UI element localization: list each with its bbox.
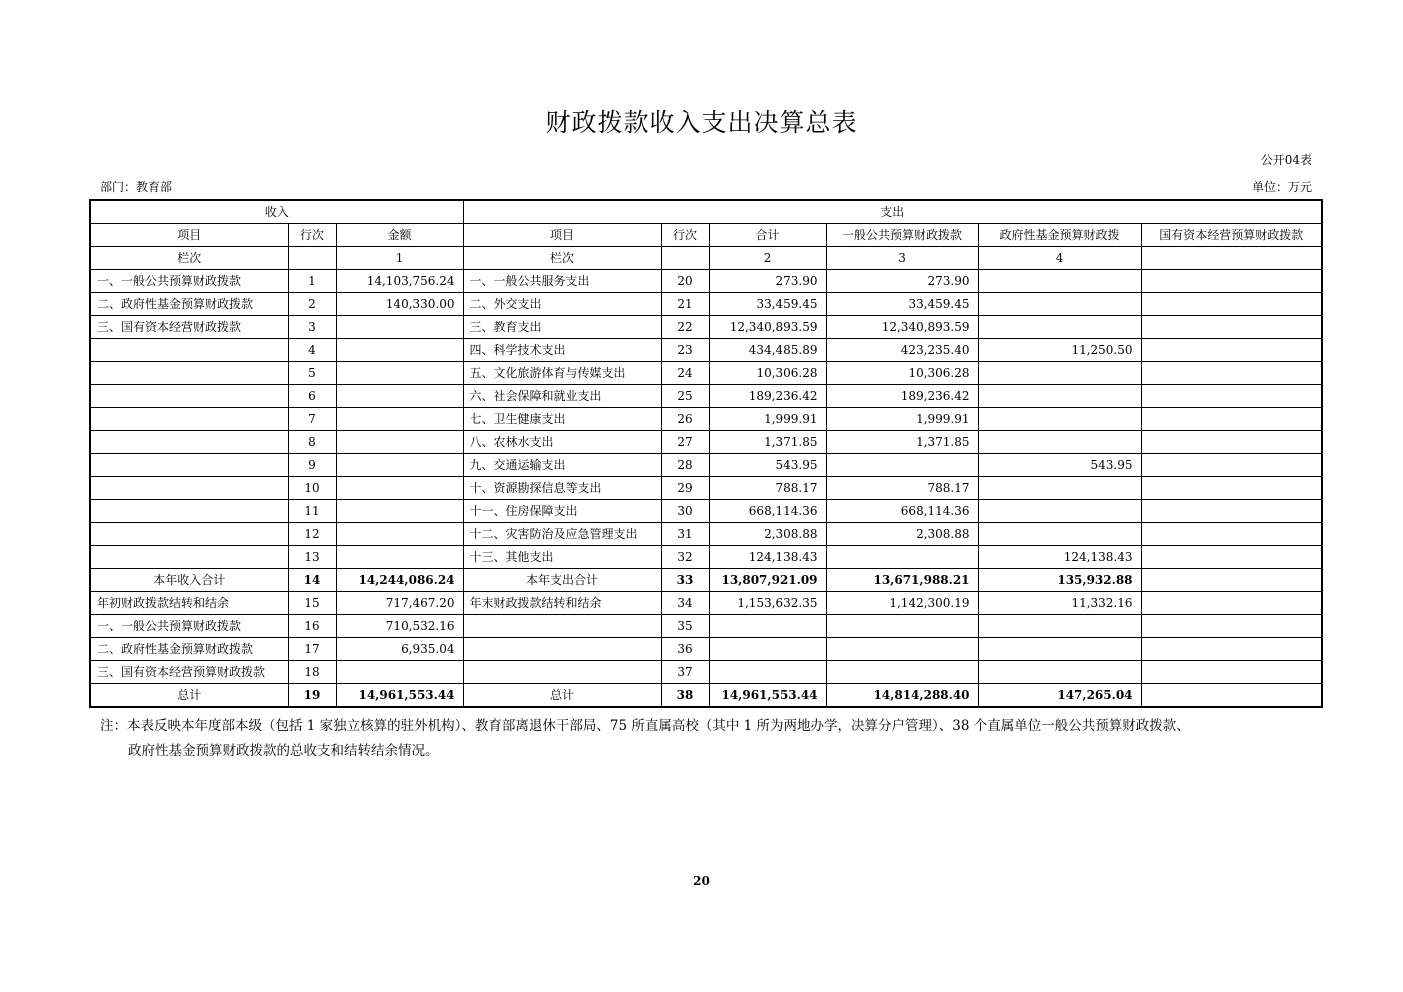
income-item-cell (90, 431, 288, 454)
expense-total-cell: 33,459.45 (709, 293, 826, 316)
income-item-header: 项目 (90, 224, 288, 247)
expense-state-cell (1141, 546, 1322, 569)
expense-state-cell (1141, 408, 1322, 431)
income-amount-cell (336, 408, 463, 431)
expense-row-no-cell: 22 (661, 316, 709, 339)
income-rowno-header: 行次 (288, 224, 336, 247)
col-index-empty (1141, 247, 1322, 270)
expense-general-cell: 423,235.40 (826, 339, 978, 362)
table-row (90, 454, 1322, 477)
expense-total-cell: 12,340,893.59 (709, 316, 826, 339)
expense-item-cell: 五、文化旅游体育与传媒支出 (463, 362, 661, 385)
expense-row-no-cell: 38 (661, 684, 709, 708)
expense-fund-header: 政府性基金预算财政拨 (978, 224, 1141, 247)
income-row-no-cell: 3 (288, 316, 336, 339)
income-item-cell (90, 546, 288, 569)
income-item-cell (90, 500, 288, 523)
table-row (90, 638, 1322, 661)
expense-item-cell: 年末财政拨款结转和结余 (463, 592, 661, 615)
expense-state-cell (1141, 339, 1322, 362)
expense-item-cell: 十一、住房保障支出 (463, 500, 661, 523)
income-amount-cell: 717,467.20 (336, 592, 463, 615)
income-amount-cell (336, 546, 463, 569)
expense-row-no-cell: 23 (661, 339, 709, 362)
income-amount-cell: 14,103,756.24 (336, 270, 463, 293)
table-row (90, 477, 1322, 500)
expense-general-cell (826, 661, 978, 684)
expense-total-cell: 14,961,553.44 (709, 684, 826, 708)
expense-general-cell: 13,671,988.21 (826, 569, 978, 592)
col-index-general: 3 (826, 247, 978, 270)
income-amount-cell: 14,244,086.24 (336, 569, 463, 592)
income-row-no-cell: 10 (288, 477, 336, 500)
expense-state-cell (1141, 615, 1322, 638)
table-row (90, 523, 1322, 546)
income-amount-cell: 710,532.16 (336, 615, 463, 638)
expense-total-cell: 543.95 (709, 454, 826, 477)
expense-state-cell (1141, 454, 1322, 477)
table-row (90, 270, 1322, 293)
expense-row-no-cell: 21 (661, 293, 709, 316)
income-amount-cell (336, 316, 463, 339)
table-row (90, 569, 1322, 592)
expense-general-cell: 1,371.85 (826, 431, 978, 454)
expense-total-cell: 668,114.36 (709, 500, 826, 523)
expense-state-header: 国有资本经营预算财政拨款 (1141, 224, 1322, 247)
expense-row-no-cell: 25 (661, 385, 709, 408)
unit-label: 单位：万元 (1251, 180, 1312, 194)
table-row (90, 293, 1322, 316)
expense-row-no-cell: 20 (661, 270, 709, 293)
income-item-cell (90, 408, 288, 431)
expense-row-no-cell: 32 (661, 546, 709, 569)
expense-item-cell: 八、农林水支出 (463, 431, 661, 454)
expense-state-cell (1141, 362, 1322, 385)
footnote (100, 714, 1330, 764)
expense-fund-cell (978, 431, 1141, 454)
income-amount-cell (336, 523, 463, 546)
expense-fund-cell: 11,250.50 (978, 339, 1141, 362)
income-item-cell (90, 477, 288, 500)
expense-row-no-cell: 36 (661, 638, 709, 661)
income-amount-cell: 14,961,553.44 (336, 684, 463, 708)
table-row (90, 362, 1322, 385)
col-index-empty (661, 247, 709, 270)
expense-item-cell: 本年支出合计 (463, 569, 661, 592)
income-item-cell: 总计 (90, 684, 288, 708)
expense-item-cell: 一、一般公共服务支出 (463, 270, 661, 293)
table-row (90, 431, 1322, 454)
expense-general-cell: 10,306.28 (826, 362, 978, 385)
expense-row-no-cell: 26 (661, 408, 709, 431)
expense-general-cell: 1,999.91 (826, 408, 978, 431)
income-item-cell (90, 454, 288, 477)
expense-row-no-cell: 27 (661, 431, 709, 454)
expense-general-cell (826, 638, 978, 661)
expense-fund-cell (978, 477, 1141, 500)
expense-general-cell: 189,236.42 (826, 385, 978, 408)
expense-fund-cell (978, 385, 1141, 408)
page-number: 20 (693, 874, 710, 888)
expense-general-cell: 1,142,300.19 (826, 592, 978, 615)
income-amount-cell (336, 362, 463, 385)
income-amount-cell (336, 661, 463, 684)
expense-state-cell (1141, 500, 1322, 523)
income-row-no-cell: 13 (288, 546, 336, 569)
income-header: 收入 (90, 200, 463, 224)
expense-total-cell: 10,306.28 (709, 362, 826, 385)
income-amount-header: 金额 (336, 224, 463, 247)
expense-state-cell (1141, 385, 1322, 408)
expense-state-cell (1141, 431, 1322, 454)
income-amount-cell: 6,935.04 (336, 638, 463, 661)
col-index-empty (288, 247, 336, 270)
table-row (90, 546, 1322, 569)
expense-rowno-header: 行次 (661, 224, 709, 247)
department-label: 部门：教育部 (100, 180, 173, 194)
income-amount-cell (336, 385, 463, 408)
expense-fund-cell (978, 316, 1141, 339)
expense-fund-cell: 124,138.43 (978, 546, 1141, 569)
income-amount-cell: 140,330.00 (336, 293, 463, 316)
table-row (90, 661, 1322, 684)
income-item-cell (90, 385, 288, 408)
expense-general-cell: 668,114.36 (826, 500, 978, 523)
income-amount-cell (336, 339, 463, 362)
expense-state-cell (1141, 592, 1322, 615)
income-amount-cell (336, 431, 463, 454)
column-index-row (90, 247, 1322, 270)
table-row (90, 385, 1322, 408)
table-row (90, 592, 1322, 615)
expense-item-cell: 十二、灾害防治及应急管理支出 (463, 523, 661, 546)
expense-item-cell: 三、教育支出 (463, 316, 661, 339)
expense-item-cell: 十三、其他支出 (463, 546, 661, 569)
table-row (90, 500, 1322, 523)
budget-table (89, 199, 1323, 708)
col-index-total: 2 (709, 247, 826, 270)
income-item-cell (90, 362, 288, 385)
income-row-no-cell: 9 (288, 454, 336, 477)
income-row-no-cell: 15 (288, 592, 336, 615)
expense-fund-cell (978, 362, 1141, 385)
expense-row-no-cell: 35 (661, 615, 709, 638)
expense-general-cell: 788.17 (826, 477, 978, 500)
expense-fund-cell: 147,265.04 (978, 684, 1141, 708)
expense-general-cell: 33,459.45 (826, 293, 978, 316)
income-amount-cell (336, 477, 463, 500)
header-row-section (90, 200, 1322, 224)
page-title: 财政拨款收入支出决算总表 (545, 108, 858, 137)
expense-state-cell (1141, 293, 1322, 316)
expense-item-cell: 六、社会保障和就业支出 (463, 385, 661, 408)
expense-total-cell: 1,153,632.35 (709, 592, 826, 615)
income-row-no-cell: 18 (288, 661, 336, 684)
income-item-cell: 本年收入合计 (90, 569, 288, 592)
expense-row-no-cell: 28 (661, 454, 709, 477)
expense-state-cell (1141, 661, 1322, 684)
expense-header: 支出 (463, 200, 1322, 224)
expense-fund-cell: 11,332.16 (978, 592, 1141, 615)
table-row (90, 316, 1322, 339)
expense-item-cell: 四、科学技术支出 (463, 339, 661, 362)
expense-general-cell (826, 454, 978, 477)
expense-general-cell: 273.90 (826, 270, 978, 293)
expense-fund-cell: 135,932.88 (978, 569, 1141, 592)
table-row (90, 339, 1322, 362)
table-row (90, 684, 1322, 708)
expense-total-cell: 434,485.89 (709, 339, 826, 362)
income-row-no-cell: 11 (288, 500, 336, 523)
expense-total-cell: 13,807,921.09 (709, 569, 826, 592)
income-item-cell: 一、一般公共预算财政拨款 (90, 615, 288, 638)
expense-item-header: 项目 (463, 224, 661, 247)
expense-fund-cell (978, 661, 1141, 684)
expense-fund-cell (978, 270, 1141, 293)
expense-row-no-cell: 34 (661, 592, 709, 615)
expense-general-cell: 12,340,893.59 (826, 316, 978, 339)
expense-row-no-cell: 37 (661, 661, 709, 684)
expense-item-cell (463, 661, 661, 684)
expense-total-cell: 124,138.43 (709, 546, 826, 569)
expense-row-no-cell: 30 (661, 500, 709, 523)
table-row (90, 408, 1322, 431)
expense-total-cell (709, 661, 826, 684)
expense-total-cell: 2,308.88 (709, 523, 826, 546)
income-item-cell: 三、国有资本经营财政拨款 (90, 316, 288, 339)
expense-total-cell: 788.17 (709, 477, 826, 500)
expense-fund-cell (978, 293, 1141, 316)
expense-state-cell (1141, 270, 1322, 293)
expense-item-cell: 九、交通运输支出 (463, 454, 661, 477)
expense-row-no-cell: 29 (661, 477, 709, 500)
header-row-columns (90, 224, 1322, 247)
form-number: 公开04表 (1260, 153, 1312, 167)
expense-total-header: 合计 (709, 224, 826, 247)
col-label: 栏次 (90, 247, 288, 270)
expense-general-cell: 14,814,288.40 (826, 684, 978, 708)
expense-total-cell: 189,236.42 (709, 385, 826, 408)
expense-state-cell (1141, 523, 1322, 546)
income-row-no-cell: 4 (288, 339, 336, 362)
income-item-cell: 一、一般公共预算财政拨款 (90, 270, 288, 293)
expense-total-cell (709, 615, 826, 638)
footnote-line-1: 注：本表反映本年度部本级（包括 1 家独立核算的驻外机构）、教育部离退休干部局、75 所直属高校（其中 1 所为两地办学，决算分户管理）、38 个直属单位一般公共预算财政拨款、 (100, 718, 1190, 734)
expense-item-cell (463, 638, 661, 661)
expense-item-cell: 二、外交支出 (463, 293, 661, 316)
income-amount-cell (336, 454, 463, 477)
income-row-no-cell: 17 (288, 638, 336, 661)
expense-total-cell: 1,999.91 (709, 408, 826, 431)
expense-fund-cell (978, 523, 1141, 546)
expense-item-cell (463, 615, 661, 638)
income-row-no-cell: 16 (288, 615, 336, 638)
expense-general-cell (826, 546, 978, 569)
expense-item-cell: 总计 (463, 684, 661, 708)
expense-state-cell (1141, 638, 1322, 661)
expense-fund-cell: 543.95 (978, 454, 1141, 477)
expense-total-cell: 273.90 (709, 270, 826, 293)
income-row-no-cell: 14 (288, 569, 336, 592)
income-row-no-cell: 19 (288, 684, 336, 708)
expense-row-no-cell: 33 (661, 569, 709, 592)
expense-total-cell (709, 638, 826, 661)
expense-fund-cell (978, 638, 1141, 661)
expense-item-cell: 十、资源勘探信息等支出 (463, 477, 661, 500)
expense-fund-cell (978, 500, 1141, 523)
expense-fund-cell (978, 408, 1141, 431)
expense-state-cell (1141, 316, 1322, 339)
expense-general-cell (826, 615, 978, 638)
expense-state-cell (1141, 569, 1322, 592)
income-item-cell: 二、政府性基金预算财政拨款 (90, 638, 288, 661)
col-label-expense: 栏次 (463, 247, 661, 270)
income-row-no-cell: 2 (288, 293, 336, 316)
expense-state-cell (1141, 684, 1322, 708)
income-row-no-cell: 7 (288, 408, 336, 431)
income-amount-cell (336, 500, 463, 523)
expense-row-no-cell: 24 (661, 362, 709, 385)
expense-general-cell: 2,308.88 (826, 523, 978, 546)
footnote-line-2: 政府性基金预算财政拨款的总收支和结转结余情况。 (128, 743, 439, 759)
income-item-cell (90, 523, 288, 546)
income-row-no-cell: 12 (288, 523, 336, 546)
income-item-cell (90, 339, 288, 362)
income-item-cell: 三、国有资本经营预算财政拨款 (90, 661, 288, 684)
expense-fund-cell (978, 615, 1141, 638)
col-index-fund: 4 (978, 247, 1141, 270)
col-index-amount: 1 (336, 247, 463, 270)
table-row (90, 615, 1322, 638)
income-item-cell: 二、政府性基金预算财政拨款 (90, 293, 288, 316)
expense-total-cell: 1,371.85 (709, 431, 826, 454)
income-row-no-cell: 8 (288, 431, 336, 454)
expense-item-cell: 七、卫生健康支出 (463, 408, 661, 431)
income-row-no-cell: 6 (288, 385, 336, 408)
income-row-no-cell: 1 (288, 270, 336, 293)
income-row-no-cell: 5 (288, 362, 336, 385)
income-item-cell: 年初财政拨款结转和结余 (90, 592, 288, 615)
expense-general-header: 一般公共预算财政拨款 (826, 224, 978, 247)
expense-row-no-cell: 31 (661, 523, 709, 546)
expense-state-cell (1141, 477, 1322, 500)
